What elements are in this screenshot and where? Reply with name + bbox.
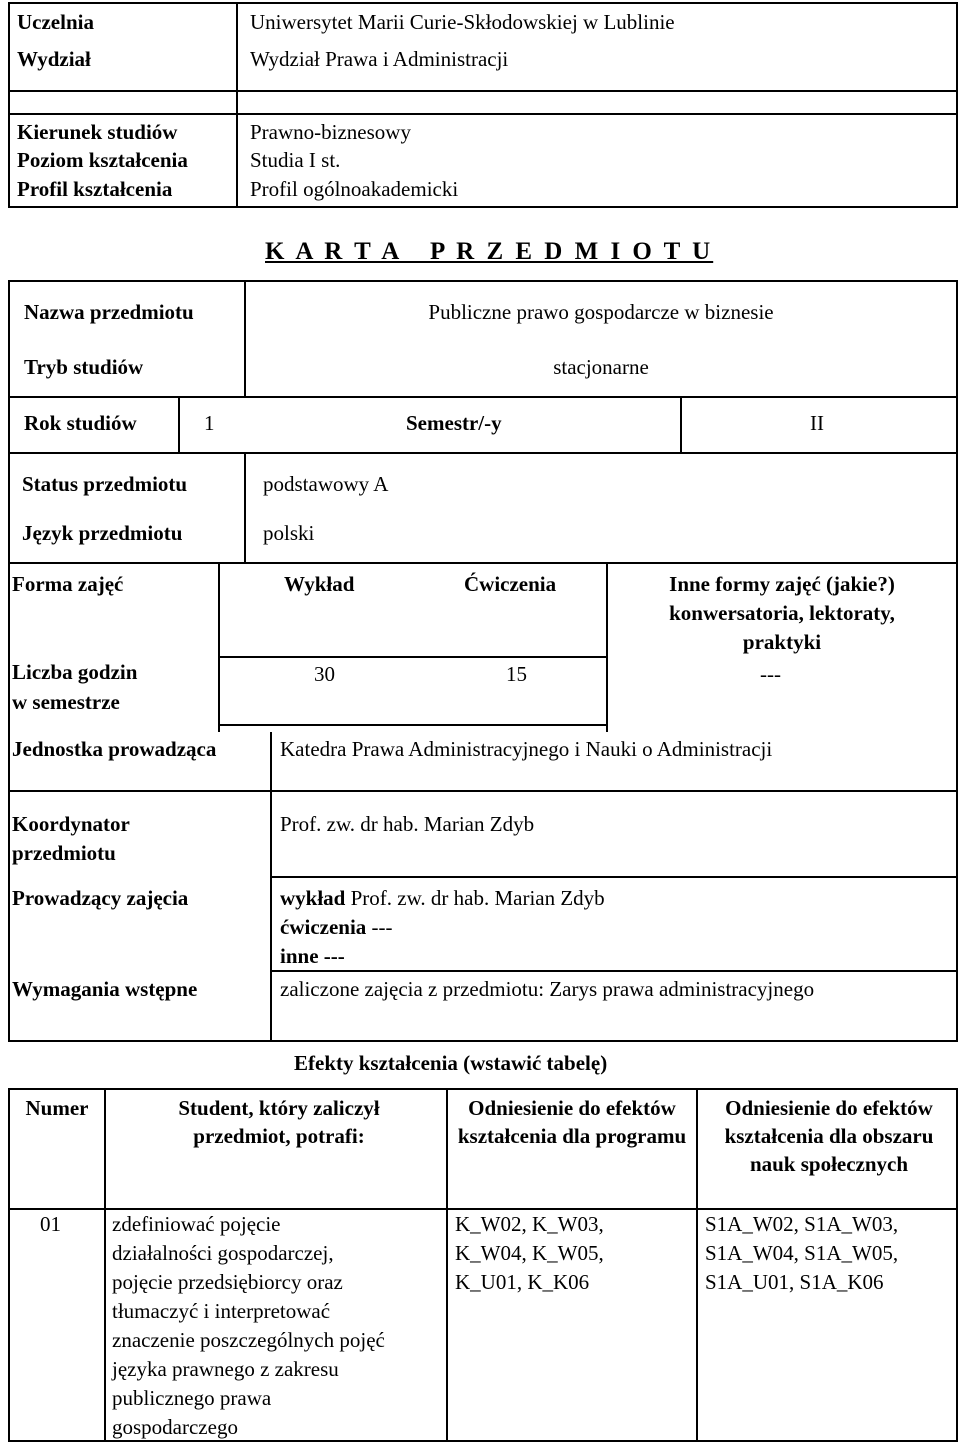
- liczba-label-line-2: w semestrze: [12, 690, 120, 714]
- cwiczenia-label: Ćwiczenia: [464, 572, 557, 596]
- row-program-line: K_W04, K_W05,: [455, 1241, 604, 1265]
- poziom-label: Poziom kształcenia: [17, 148, 188, 172]
- wymagania-label: Wymagania wstępne: [12, 977, 198, 1001]
- status-label: Status przedmiotu: [22, 472, 188, 496]
- row-opis-line: języka prawnego z zakresu: [112, 1357, 339, 1381]
- prowadzacy-wyklad: wykład Prof. zw. dr hab. Marian Zdyb: [280, 886, 605, 910]
- wydzial-label: Wydział: [17, 47, 91, 71]
- jezyk-value: polski: [263, 521, 315, 545]
- liczba-label-line-1: Liczba godzin: [12, 660, 138, 684]
- profil-label: Profil kształcenia: [17, 177, 173, 201]
- col-header-student: Student, który zaliczył przedmiot, potrafi:: [178, 1096, 380, 1148]
- kierunek-label: Kierunek studiów: [17, 120, 178, 144]
- prowadzacy-cwiczenia: ćwiczenia ---: [280, 915, 393, 939]
- semestr-value: II: [810, 411, 824, 435]
- koordynator-value: Prof. zw. dr hab. Marian Zdyb: [280, 812, 535, 836]
- jezyk-label: Język przedmiotu: [22, 521, 183, 545]
- wyklad-label: Wykład: [284, 572, 355, 596]
- row-opis-line: publicznego prawa: [112, 1386, 272, 1410]
- col-header-program: Odniesienie do efektów kształcenia dla programu: [457, 1096, 687, 1148]
- col-header-numer: Numer: [25, 1096, 89, 1120]
- profil-value: Profil ogólnoakademicki: [250, 177, 459, 201]
- kierunek-value: Prawno-biznesowy: [250, 120, 411, 144]
- row-opis-line: tłumaczyć i interpretować: [112, 1299, 331, 1323]
- forma-label: Forma zajęć: [12, 572, 124, 596]
- rok-value: 1: [204, 411, 215, 435]
- nazwa-label: Nazwa przedmiotu: [24, 300, 194, 324]
- uczelnia-label: Uczelnia: [17, 10, 94, 34]
- koordynator-label-line-2: przedmiotu: [12, 841, 116, 865]
- row-obszar-line: S1A_U01, S1A_K06: [705, 1270, 884, 1294]
- row-obszar-line: S1A_W02, S1A_W03,: [705, 1212, 899, 1236]
- wydzial-value: Wydział Prawa i Administracji: [250, 47, 509, 71]
- row-opis-line: gospodarczego: [112, 1415, 238, 1439]
- row-obszar-line: S1A_W04, S1A_W05,: [705, 1241, 899, 1265]
- row-numer: 01: [40, 1212, 61, 1236]
- poziom-value: Studia I st.: [250, 148, 341, 172]
- row-opis-line: znaczenie poszczególnych pojęć: [112, 1328, 385, 1352]
- row-program-line: K_W02, K_W03,: [455, 1212, 604, 1236]
- row-program-line: K_U01, K_K06: [455, 1270, 590, 1294]
- row-opis-line: zdefiniować pojęcie: [112, 1212, 281, 1236]
- tryb-value: stacjonarne: [553, 355, 649, 379]
- row-opis-line: działalności gospodarczej,: [112, 1241, 334, 1265]
- nazwa-value: Publiczne prawo gospodarcze w biznesie: [428, 300, 774, 324]
- row-opis-line: pojęcie przedsiębiorcy oraz: [112, 1270, 343, 1294]
- inne-label-line-2: konwersatoria, lektoraty,: [669, 601, 895, 625]
- cwiczenia-hours: 15: [506, 662, 527, 686]
- koordynator-label-line-1: Koordynator: [12, 812, 130, 836]
- jednostka-label: Jednostka prowadząca: [12, 737, 217, 761]
- rok-label: Rok studiów: [24, 411, 137, 435]
- prowadzacy-inne: inne ---: [280, 944, 345, 968]
- tryb-label: Tryb studiów: [24, 355, 144, 379]
- jednostka-value: Katedra Prawa Administracyjnego i Nauki o Administracji: [280, 737, 773, 761]
- prowadzacy-label: Prowadzący zajęcia: [12, 886, 189, 910]
- semestr-label: Semestr/-y: [406, 411, 502, 435]
- inne-hours: ---: [760, 662, 781, 686]
- page-title: K A R T A P R Z E D M I O T U: [265, 238, 714, 265]
- inne-label-line-1: Inne formy zajęć (jakie?): [669, 572, 895, 596]
- wymagania-value: zaliczone zajęcia z przedmiotu: Zarys prawa administracyjnego: [280, 977, 815, 1001]
- inne-label-line-3: praktyki: [742, 630, 822, 654]
- col-header-obszar: Odniesienie do efektów kształcenia dla obszaru nauk społecznych: [724, 1096, 934, 1176]
- wyklad-hours: 30: [314, 662, 335, 686]
- status-value: podstawowy A: [263, 472, 389, 496]
- outcomes-heading: Efekty kształcenia (wstawić tabelę): [294, 1051, 608, 1075]
- uczelnia-value: Uniwersytet Marii Curie-Skłodowskiej w Lublinie: [250, 10, 675, 34]
